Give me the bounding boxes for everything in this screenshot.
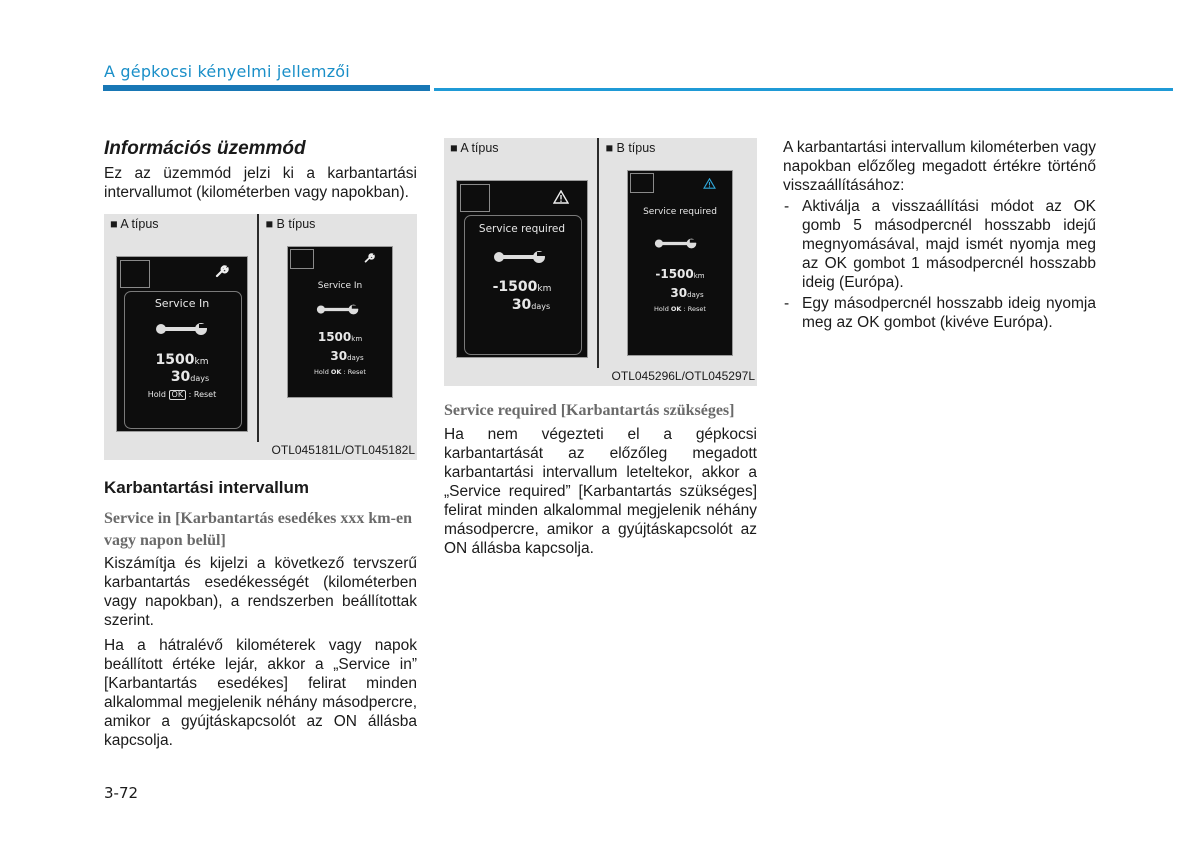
wrench-icon <box>654 237 698 250</box>
paragraph: Ha a hátralévő kilométerek vagy napok beállított értéke lejár, akkor a „Service in” [Karbantartás esedékes] felirat minden alkalommal megjelenik néhány másodpercre, amikor a gyújtáskapcsolót az ON állásba kapcsolja. <box>104 637 417 749</box>
list-item: - Aktiválja a visszaállítási módot az OK gomb 5 másodpercnél hosszabb idejű megnyomásával, majd ismét nyomja meg az OK gombot 1 másodpercnél hosszabb ideig (Európa). <box>784 198 1096 291</box>
figure-service-required <box>444 138 757 386</box>
intro-paragraph: Ez az üzemmód jelzi ki a karbantartási intervallumot (kilométerben vagy napokban). <box>104 165 417 201</box>
reset-label: : Reset <box>343 368 366 376</box>
days-value: 30 <box>330 349 348 363</box>
reset-steps-list <box>783 197 1096 332</box>
figure-tab-b: ■ B típus <box>265 217 316 231</box>
paragraph: Ha nem végezteti el a gépkocsi karbantartását az előzőleg megadott karbantartási intervallum leteltekor, akkor a „Service required” [Karbantartás szükséges] felirat minden alkalommal megjelenik néhány másodpercre, amikor a gyújtáskapcsolót az ON állásba kapcsolja. <box>444 426 757 557</box>
hold-label: Hold <box>147 390 166 399</box>
column-middle <box>444 138 757 564</box>
section-heading: Információs üzemmód <box>104 138 306 159</box>
service-in-heading: Service in [Karbantartás esedékes xxx km-en vagy napon belül] <box>104 510 412 549</box>
km-value: -1500 <box>492 279 538 295</box>
days-unit: days <box>347 354 364 362</box>
km-value: -1500 <box>655 267 694 281</box>
header-rule-dark <box>103 85 430 91</box>
subsection-heading: Karbantartási intervallum <box>104 478 310 497</box>
warning-icon <box>553 190 569 204</box>
hold-label: Hold <box>314 368 329 376</box>
column-right <box>783 138 1096 334</box>
screen-title: Service required <box>643 207 717 217</box>
days-unit: days <box>531 302 551 311</box>
km-unit: km <box>537 284 552 294</box>
km-unit: km <box>351 335 363 343</box>
ok-button-label: OK <box>330 368 342 376</box>
figure-code: OTL045296L/OTL045297L <box>611 369 755 383</box>
figure-service-in <box>104 214 417 460</box>
wrench-icon <box>493 249 547 265</box>
screen-title: Service In <box>317 281 363 291</box>
figure-tab-a: ■ A típus <box>450 141 499 155</box>
warning-icon <box>703 178 716 189</box>
days-value: 30 <box>670 286 688 300</box>
km-value: 1500 <box>317 330 352 344</box>
wrench-icon <box>155 321 209 337</box>
display-screen-a <box>116 256 248 432</box>
days-value: 30 <box>170 369 191 385</box>
column-left <box>104 138 417 756</box>
ok-button-label: OK <box>670 305 682 313</box>
reset-label: : Reset <box>683 305 706 313</box>
wrench-icon <box>364 253 375 264</box>
days-unit: days <box>687 291 704 299</box>
figure-tab-b: ■ B típus <box>605 141 656 155</box>
service-required-heading: Service required [Karbantartás szükséges] <box>444 402 735 419</box>
screen-title: Service In <box>154 297 210 310</box>
figure-tab-a: ■ A típus <box>110 217 159 231</box>
reset-label: : Reset <box>188 390 217 399</box>
list-item: - Egy másodpercnél hosszabb ideig nyomja meg az OK gombot (kivéve Európa). <box>784 295 1096 331</box>
ok-button-label: OK <box>169 390 187 400</box>
wrench-icon <box>316 303 360 316</box>
page-header-title: A gépkocsi kényelmi jellemzői <box>104 62 350 81</box>
intro-paragraph: A karbantartási intervallum kilométerben vagy napokban előzőleg megadott értékre történő visszaállításához: <box>783 139 1096 194</box>
paragraph: Kiszámítja és kijelzi a következő tervszerű karbantartás esedékességét (kilométerben vagy napokban), a rendszerben beállítottak szerint. <box>104 555 417 629</box>
display-screen-a <box>456 180 588 358</box>
display-screen-b <box>287 246 393 398</box>
km-unit: km <box>693 272 705 280</box>
screen-title: Service required <box>478 223 566 235</box>
km-value: 1500 <box>155 352 195 368</box>
km-unit: km <box>194 357 209 367</box>
page-number: 3-72 <box>104 784 139 802</box>
figure-code: OTL045181L/OTL045182L <box>271 443 415 457</box>
days-value: 30 <box>511 297 532 313</box>
header-rule-light <box>434 88 1173 91</box>
hold-label: Hold <box>654 305 669 313</box>
wrench-icon <box>215 265 229 279</box>
display-screen-b <box>627 170 733 356</box>
days-unit: days <box>190 374 210 383</box>
